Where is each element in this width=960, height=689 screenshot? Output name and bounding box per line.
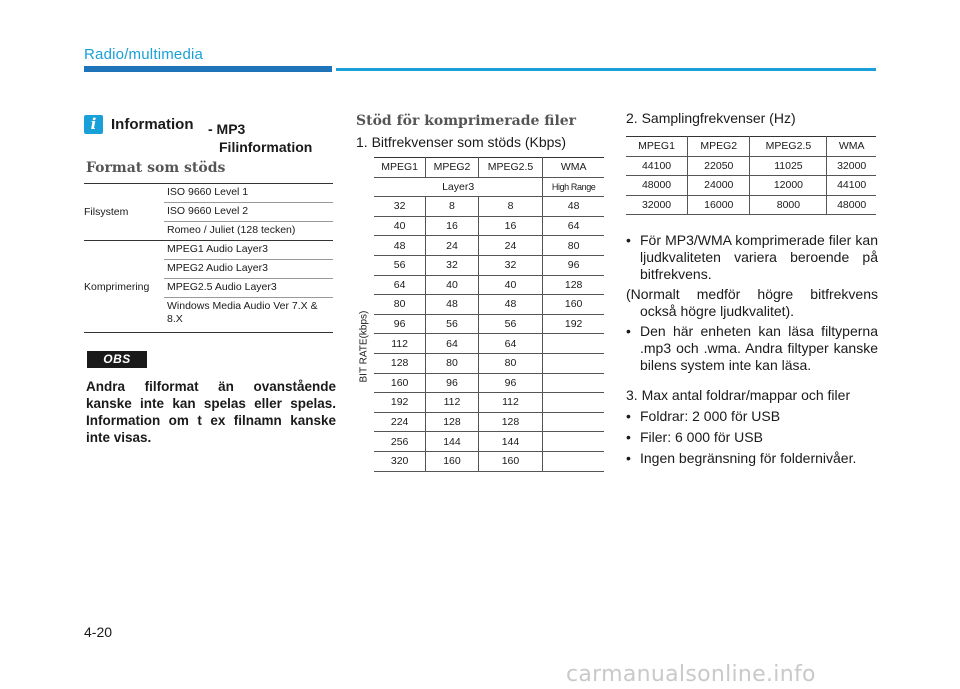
- table-cell: 64: [478, 334, 543, 354]
- table-cell: [543, 334, 604, 354]
- table-cell: 128: [478, 412, 543, 432]
- table-row: [374, 236, 604, 256]
- bitrate-table: [374, 157, 604, 472]
- formats-group-label: Komprimering: [84, 280, 150, 293]
- table-row: [374, 197, 604, 217]
- table-cell: 80: [426, 353, 478, 373]
- page-number: 4-20: [84, 624, 113, 640]
- table-cell: 48000: [641, 179, 672, 192]
- table-cell: 256: [390, 435, 409, 448]
- formats-item: MPEG2 Audio Layer3: [164, 260, 333, 279]
- table-row: [626, 176, 876, 196]
- note-paren: (Normalt medför högre bitfrekvens också högre ljudkvalitet).: [626, 286, 878, 319]
- list-item: • Ingen begränsning för foldernivåer.: [626, 450, 878, 467]
- table-cell: 112: [426, 393, 478, 413]
- list-item: • Foldrar: 2 000 för USB: [626, 408, 878, 425]
- table-cell: 192: [543, 314, 604, 334]
- table-cell: 24000: [688, 176, 750, 196]
- note-text: Filer: 6 000 för USB: [640, 429, 763, 445]
- table-cell: 40: [393, 220, 406, 233]
- header-bar-light: [336, 68, 876, 71]
- table-cell: 8: [426, 197, 478, 217]
- formats-item: ISO 9660 Level 2: [164, 203, 333, 222]
- formats-item: MPEG2.5 Audio Layer3: [164, 279, 333, 298]
- layer-label: Layer3: [442, 180, 475, 193]
- table-cell: 16000: [688, 195, 750, 215]
- table-cell: 96: [426, 373, 478, 393]
- table-header-cell: MPEG1: [638, 140, 675, 153]
- list-item: • Filer: 6 000 för USB: [626, 429, 878, 446]
- table-cell: 80: [393, 298, 406, 311]
- list-item: • För MP3/WMA komprimerade filer kan ljudkvaliteten variera beroende på bitfrekvens.: [626, 232, 878, 282]
- table-cell: 160: [478, 451, 543, 471]
- formats-group-filesystem: [84, 183, 333, 240]
- obs-badge: OBS: [87, 351, 147, 368]
- table-cell: 32: [478, 255, 543, 275]
- table-cell: [543, 393, 604, 413]
- table-header-cell: MPEG2: [426, 158, 478, 178]
- table-row: [374, 412, 604, 432]
- table-row: [626, 137, 876, 157]
- table-cell: 24: [426, 236, 478, 256]
- bitrate-axis-label: BIT RATE(kbps): [358, 310, 370, 383]
- sampling-rows: [626, 156, 876, 215]
- table-row: [374, 334, 604, 354]
- table-row: [374, 393, 604, 413]
- formats-item: MPEG1 Audio Layer3: [164, 241, 333, 260]
- table-row: [626, 195, 876, 215]
- table-cell: 32000: [641, 199, 672, 212]
- table-cell: 44100: [641, 159, 672, 172]
- wma-range-label: High Range: [543, 177, 604, 197]
- table-cell: [543, 353, 604, 373]
- table-cell: 11025: [750, 156, 827, 176]
- table-cell: 80: [478, 353, 543, 373]
- table-header-cell: WMA: [543, 158, 604, 178]
- table-cell: 48000: [827, 195, 876, 215]
- table-cell: 64: [426, 334, 478, 354]
- sampling-caption: 2. Samplingfrekvenser (Hz): [626, 110, 796, 126]
- info-heading: [84, 115, 194, 134]
- table-row: [626, 156, 876, 176]
- sampling-table: [626, 136, 876, 215]
- table-cell: 12000: [750, 176, 827, 196]
- info-subtitle: [208, 120, 312, 156]
- table-row: [374, 255, 604, 275]
- info-heading-text: Information: [111, 116, 194, 133]
- note-text: För MP3/WMA komprimerade filer kan ljudkvaliteten variera beroende på bitfrekvens.: [640, 232, 878, 282]
- bitrate-rows: [374, 197, 604, 471]
- table-cell: 192: [390, 396, 409, 409]
- formats-group-label: Filsystem: [84, 206, 129, 218]
- table-cell: 128: [426, 412, 478, 432]
- table-cell: 64: [393, 278, 406, 291]
- note-heading: 3. Max antal foldrar/mappar och filer: [626, 387, 851, 403]
- table-cell: 16: [478, 216, 543, 236]
- bitrate-block: [356, 157, 604, 467]
- notes: [626, 232, 878, 467]
- compression-heading: Stöd för komprimerade filer: [356, 113, 577, 129]
- table-row: [374, 275, 604, 295]
- table-cell: [543, 432, 604, 452]
- bitrate-caption: 1. Bitfrekvenser som stöds (Kbps): [356, 134, 567, 150]
- formats-item: ISO 9660 Level 1: [164, 184, 333, 203]
- table-row: [374, 353, 604, 373]
- table-row: [374, 216, 604, 236]
- formats-item: Windows Media Audio Ver 7.X & 8.X: [167, 300, 318, 325]
- formats-item: Romeo / Juliet (128 tecken): [167, 224, 296, 236]
- table-cell: [543, 412, 604, 432]
- table-header-cell: MPEG2: [688, 137, 750, 157]
- table-cell: 44100: [827, 176, 876, 196]
- table-row: [374, 432, 604, 452]
- table-cell: 56: [393, 259, 406, 272]
- note-text: Foldrar: 2 000 för USB: [640, 408, 781, 424]
- section-title: Radio/multimedia: [84, 46, 204, 63]
- table-cell: 32: [426, 255, 478, 275]
- table-cell: 160: [426, 451, 478, 471]
- formats-table: [84, 183, 333, 333]
- table-cell: 128: [543, 275, 604, 295]
- table-cell: 40: [478, 275, 543, 295]
- table-cell: 144: [478, 432, 543, 452]
- table-cell: 128: [390, 357, 409, 370]
- table-cell: 8000: [750, 195, 827, 215]
- table-row: [374, 373, 604, 393]
- table-cell: 40: [426, 275, 478, 295]
- table-cell: 144: [426, 432, 478, 452]
- table-cell: 96: [393, 318, 406, 331]
- table-cell: 48: [543, 197, 604, 217]
- note-text: Den här enheten kan läsa filtyperna .mp3 och .wma. Andra filtyper kanske bilens system inte kan läsa.: [640, 323, 878, 373]
- table-cell: 80: [543, 236, 604, 256]
- table-row: [374, 158, 604, 178]
- table-cell: 32000: [827, 156, 876, 176]
- info-subtitle-line1: - MP3: [208, 121, 246, 137]
- note-text: Ingen begränsning för foldernivåer.: [640, 450, 857, 466]
- table-cell: 16: [426, 216, 478, 236]
- table-cell: 32: [393, 200, 406, 213]
- header-bar-dark: [84, 66, 332, 72]
- table-cell: 8: [478, 197, 543, 217]
- info-icon: i: [84, 115, 103, 134]
- table-cell: 160: [390, 376, 409, 389]
- table-cell: 320: [390, 455, 409, 468]
- table-cell: 224: [390, 416, 409, 429]
- info-subtitle-line2: Filinformation: [219, 139, 313, 155]
- table-cell: 112: [478, 393, 543, 413]
- table-cell: [543, 451, 604, 471]
- table-cell: 56: [478, 314, 543, 334]
- table-cell: 64: [543, 216, 604, 236]
- table-header-cell: MPEG1: [381, 161, 418, 174]
- formats-group-compression: [84, 240, 333, 333]
- table-cell: 22050: [688, 156, 750, 176]
- table-cell: 24: [478, 236, 543, 256]
- list-item: • Den här enheten kan läsa filtyperna .mp3 och .wma. Andra filtyper kanske bilens system inte kan läsa.: [626, 323, 878, 373]
- table-row: [374, 451, 604, 471]
- table-header-cell: WMA: [827, 137, 876, 157]
- table-header-cell: MPEG2.5: [750, 137, 827, 157]
- table-cell: 56: [426, 314, 478, 334]
- table-cell: 96: [478, 373, 543, 393]
- table-row: [374, 314, 604, 334]
- table-cell: [543, 373, 604, 393]
- table-row: [374, 295, 604, 315]
- watermark: carmanualsonline.info: [566, 662, 816, 687]
- table-cell: 112: [391, 337, 408, 350]
- table-cell: 96: [543, 255, 604, 275]
- table-cell: 48: [478, 295, 543, 315]
- obs-note: Andra filformat än ovanstående kanske inte kan spelas eller spelas. Information om t ex filnamn kanske inte visas.: [86, 379, 336, 445]
- table-cell: 160: [543, 295, 604, 315]
- table-row: [374, 177, 604, 197]
- table-header-cell: MPEG2.5: [478, 158, 543, 178]
- formats-heading: Format som stöds: [86, 160, 226, 176]
- table-cell: 48: [393, 239, 406, 252]
- table-cell: 48: [426, 295, 478, 315]
